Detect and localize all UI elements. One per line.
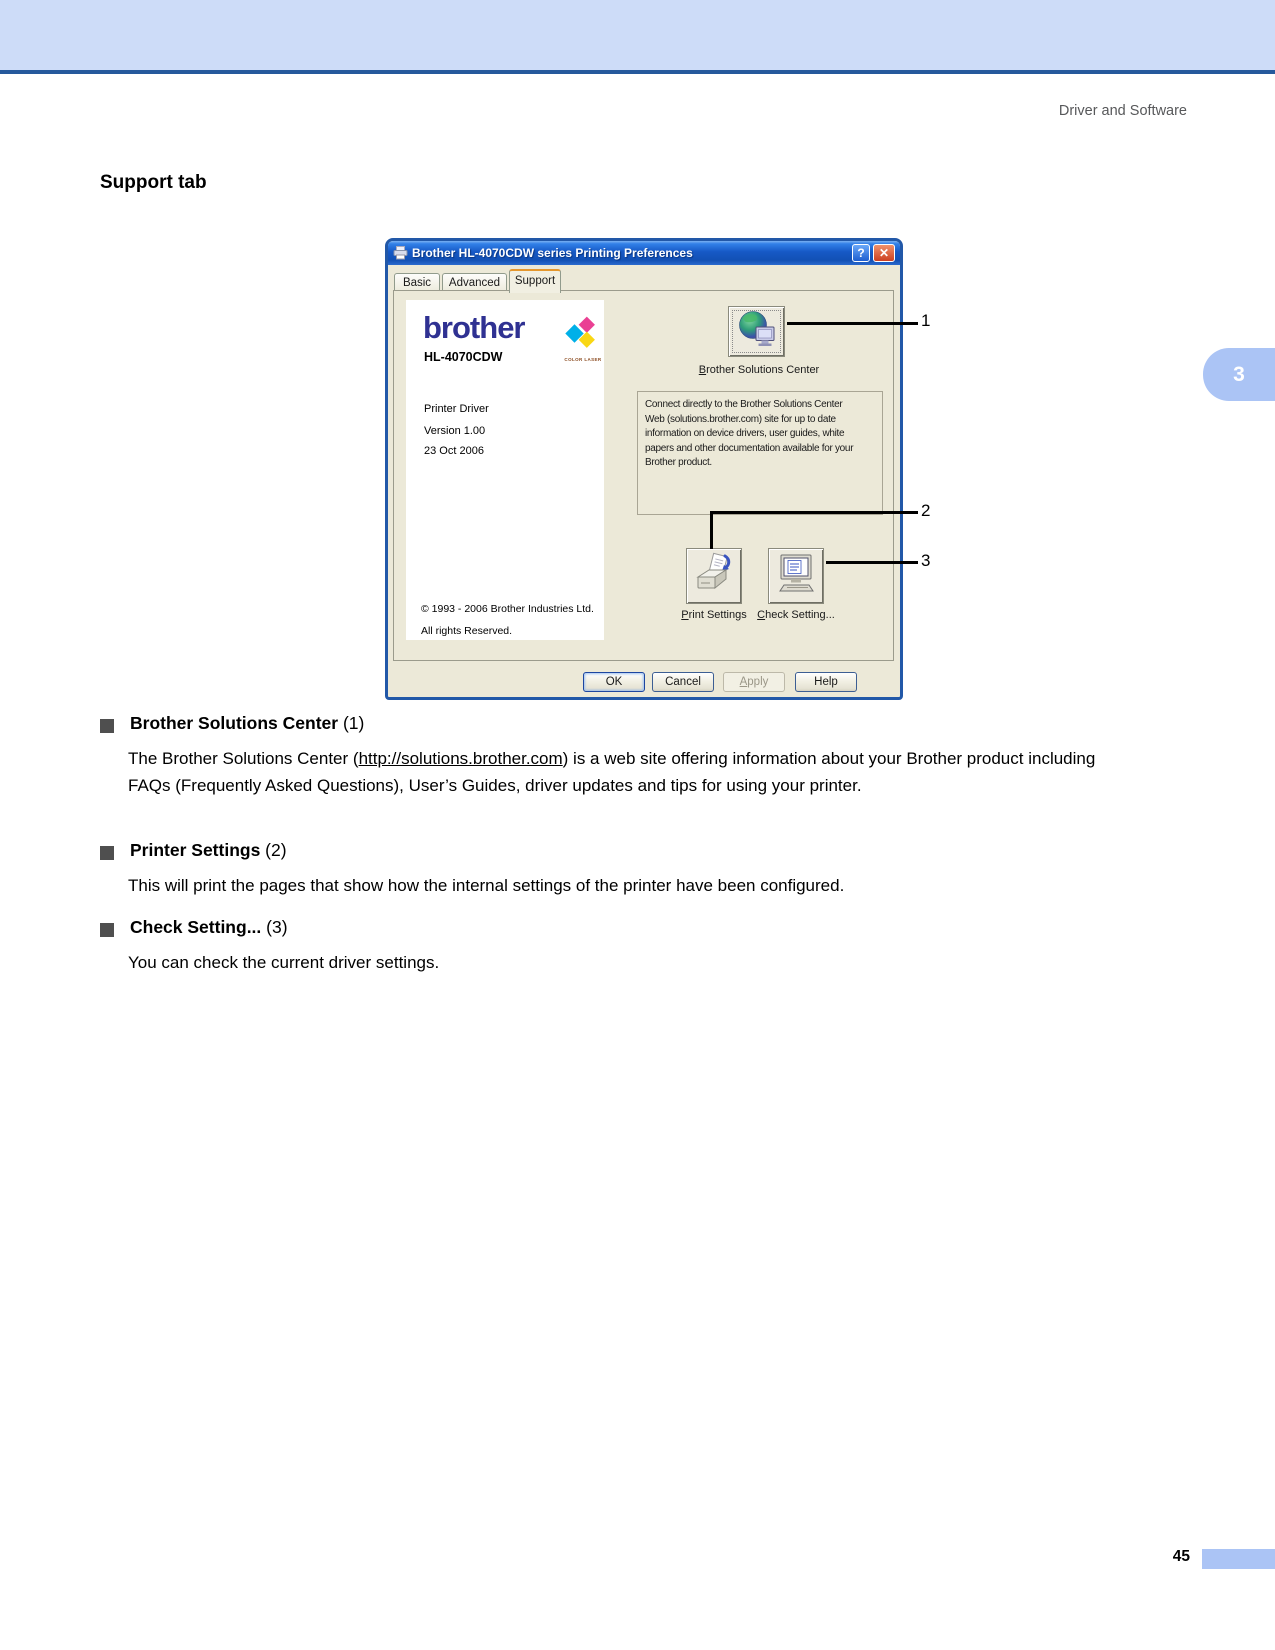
callout-number-2: 2 — [921, 501, 931, 520]
running-header: Driver and Software — [1058, 103, 1187, 119]
callout-line-2-vertical — [710, 511, 713, 549]
brand-panel — [406, 300, 604, 640]
callout-number-3: 3 — [921, 551, 931, 570]
dialog-context-help-button[interactable]: ? — [852, 244, 870, 262]
color-laser-icon — [564, 316, 604, 359]
support-tab-page — [393, 290, 894, 661]
footer-accent-bar — [1202, 1549, 1275, 1569]
item-1-body: The Brother Solutions Center (http://solutions.brother.com) is a web site offering information about your Brother product including FAQs (Frequently Asked Questions), User’s Guides, driver updates and tips for using your printer. — [128, 749, 1096, 795]
brother-solutions-center-label: Brother Solutions Center — [698, 364, 820, 376]
print-settings-label: Print Settings — [681, 609, 747, 621]
driver-date: 23 Oct 2006 — [424, 445, 484, 457]
bullet-marker — [100, 923, 114, 937]
dialog-close-button[interactable]: ✕ — [873, 244, 895, 262]
cancel-button[interactable]: Cancel — [652, 672, 714, 692]
header-rule — [0, 70, 1275, 74]
item-2-body: This will print the pages that show how the internal settings of the printer have been configured. — [128, 876, 845, 895]
brother-solutions-center-button[interactable] — [728, 306, 785, 357]
copyright-line1: © 1993 - 2006 Brother Industries Ltd. — [421, 603, 594, 615]
ok-button[interactable]: OK — [583, 672, 645, 692]
tab-basic[interactable]: Basic — [394, 273, 440, 292]
tab-advanced[interactable]: Advanced — [442, 273, 507, 292]
driver-version: Version 1.00 — [424, 425, 486, 437]
driver-name: Printer Driver — [424, 403, 489, 415]
item-1-title: Brother Solutions Center (1) — [130, 713, 365, 733]
model-name: HL-4070CDW — [424, 350, 503, 364]
page-number: 45 — [1172, 1548, 1190, 1565]
help-button[interactable]: Help — [795, 672, 857, 692]
printer-icon — [393, 246, 408, 260]
chapter-tab — [1203, 348, 1275, 401]
solutions-brother-link[interactable]: http://solutions.brother.com — [358, 749, 563, 768]
item-3-title: Check Setting... (3) — [130, 917, 288, 937]
printing-preferences-dialog — [385, 238, 903, 700]
dialog-title: Brother HL-4070CDW series Printing Preferences — [412, 246, 693, 260]
color-laser-label: COLOR LASER — [564, 357, 602, 362]
callout-line-3 — [826, 561, 918, 564]
page-title: Support tab — [100, 172, 207, 193]
chapter-number: 3 — [1233, 362, 1245, 386]
item-3-body: You can check the current driver settings. — [128, 953, 440, 972]
callout-line-1 — [787, 322, 918, 325]
print-settings-button[interactable] — [686, 548, 742, 604]
apply-button[interactable]: Apply — [723, 672, 785, 692]
item-2-title: Printer Settings (2) — [130, 840, 287, 860]
callout-line-2 — [710, 511, 918, 514]
globe-computer-icon — [734, 310, 780, 351]
computer-monitor-icon — [773, 552, 819, 598]
check-setting-label: Check Setting... — [757, 609, 835, 621]
dialog-titlebar — [388, 241, 900, 265]
printer-report-icon — [691, 552, 737, 598]
header-band — [0, 0, 1275, 70]
check-setting-button[interactable] — [768, 548, 824, 604]
callout-number-1: 1 — [921, 311, 931, 330]
solutions-center-description: Connect directly to the Brother Solutions Center Web (solutions.brother.com) site for up to date information on device drivers, user guides, white papers and other documentation available for your Brother product. — [637, 391, 883, 515]
tab-support[interactable]: Support — [509, 269, 561, 293]
bullet-marker — [100, 719, 114, 733]
copyright-line2: All rights Reserved. — [421, 625, 513, 637]
brother-logo: brother — [423, 310, 525, 345]
bullet-marker — [100, 846, 114, 860]
